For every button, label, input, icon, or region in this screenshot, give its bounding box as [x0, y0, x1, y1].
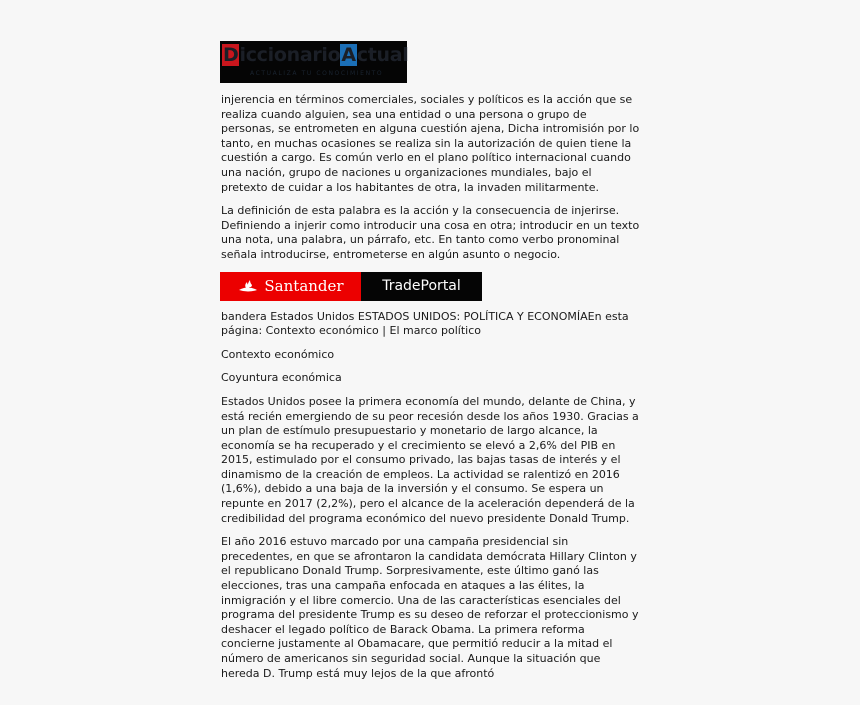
santander-brand-name: Santander	[264, 277, 344, 296]
logo-letter-d: D	[223, 44, 239, 66]
paragraph-politics: El año 2016 estuvo marcado por una campaña presidencial sin precedentes, en que se afrontaron la candidata demócrata Hillary Clinton y el republicano Donald Trump. Sorpresivamente, este último ganó las elecciones, tras una campaña enfocada en ataques a las élites, la inmigración y el libre comercio. Una de las características esenciales del programa del presidente Trump es su deseo de reforzar el proteccionismo y deshacer el legado político de Barack Obama. La primera reforma concierne justamente al Obamacare, que permitió reducir a la mitad el número de americanos sin seguridad social. Aunque la situación que hereda D. Trump está muy lejos de la que afrontó	[221, 535, 639, 680]
paragraph-economy: Estados Unidos posee la primera economía del mundo, delante de China, y está recién emergiendo de su peor recesión desde los años 1930. Gracias a un plan de estímulo presupuestario y monetario de largo alcance, la economía se ha recuperado y el crecimiento se elevó a 2,6% del PIB en 2015, estimulado por el consumo privado, las bajas tasas de interés y el dinamismo de la creación de empleos. La actividad se ralentizó en 2016 (1,6%), debido a una baja de la inversión y el consumo. Se espera un repunte en 2017 (2,2%), pero el alcance de la aceleración dependerá de la credibilidad del programa económico del nuevo presidente Donald Trump.	[221, 394, 639, 525]
tradeportal-block	[361, 272, 482, 301]
logo-text-part1: iccionario	[239, 44, 341, 66]
santander-brand-block	[220, 272, 361, 301]
tradeportal-label: TradePortal	[382, 278, 461, 295]
logo-wordmark	[222, 43, 409, 67]
logo-tagline: ACTUALIZA TU CONOCIMIENTO	[250, 70, 384, 77]
section-heading-coyuntura: Coyuntura económica	[221, 371, 342, 385]
diccionario-actual-logo	[220, 41, 407, 83]
santander-tradeportal-banner	[220, 272, 482, 301]
paragraph-intro-1: injerencia en términos comerciales, sociales y políticos es la acción que se realiza cuando alguien, sea una entidad o una persona o grupo de personas, se entrometen en alguna cuestión ajena, Dicha intromisión por lo tanto, en muchas ocasiones se realiza sin la autorización de quien tiene la cuestión a cargo. Es común verlo en el plano político internacional cuando una nación, grupo de naciones u organizaciones mundiales, bajo el pretexto de cuidar a los habitantes de otra, la invaden militarmente.	[221, 93, 640, 194]
section-heading-contexto: Contexto económico	[221, 347, 335, 361]
paragraph-country-header: bandera Estados Unidos ESTADOS UNIDOS: POLÍTICA Y ECONOMÍAEn esta página: Contexto económico | El marco político	[221, 309, 629, 338]
logo-text-part2: ctual	[356, 44, 409, 66]
santander-flame-icon	[237, 279, 259, 293]
logo-letter-a: A	[341, 44, 356, 66]
document-page	[220, 41, 640, 690]
paragraph-intro-2: La definición de esta palabra es la acción y la consecuencia de injerirse. Definiendo a injerir como introducir una cosa en otra; introducir en un texto una nota, una palabra, un párrafo, etc. En tanto como verbo pronominal señala introducirse, entrometerse en algún asunto o negocio.	[221, 204, 640, 261]
